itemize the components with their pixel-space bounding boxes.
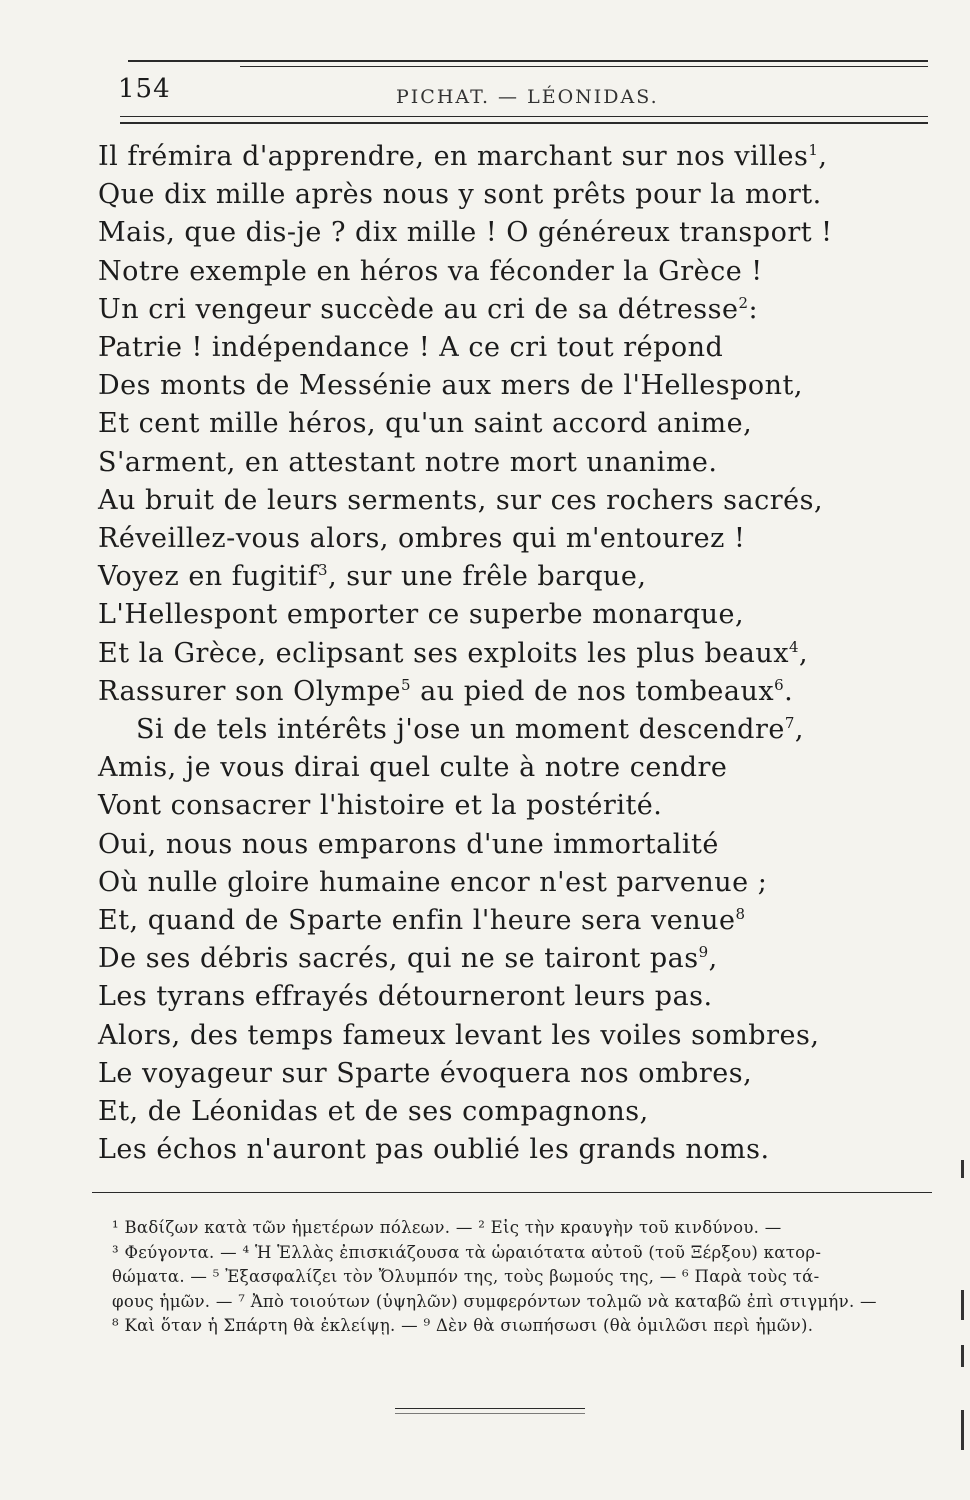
verse-line: [98, 253, 878, 291]
verse-line: [98, 138, 878, 176]
verse-text: Vont consacrer l'histoire et la postérité.: [98, 790, 663, 822]
verse-line: [98, 711, 878, 749]
verse-line: [98, 558, 878, 596]
verse-text: De ses débris sacrés, qui ne se tairont pas: [98, 943, 699, 975]
header-rule-top-thin: [240, 66, 928, 67]
verse-line: [98, 444, 878, 482]
verse-line: [98, 902, 878, 940]
verse-text: Et, de Léonidas et de ses compagnons,: [98, 1096, 649, 1128]
footnote-ref: 9: [698, 943, 709, 962]
verse-line: [98, 864, 878, 902]
verse-text: Où nulle gloire humaine encor n'est parvenue ;: [98, 866, 768, 898]
verse-text: Mais, que dis-je ? dix mille ! O généreux transport !: [98, 217, 833, 249]
verse-text: Que dix mille après nous y sont prêts pour la mort.: [98, 179, 822, 211]
footnote-ref: 2: [738, 293, 749, 312]
verse-text: Et, quand de Sparte enfin l'heure sera venue: [98, 905, 736, 937]
verse-line: [98, 214, 878, 252]
verse-line: [98, 367, 878, 405]
verse-text: Au bruit de leurs serments, sur ces rochers sacrés,: [98, 484, 824, 516]
verse-line: [98, 1093, 878, 1131]
verse-text: ,: [794, 714, 804, 746]
verse-line: [98, 405, 878, 443]
verse-text: Les échos n'auront pas oublié les grands noms.: [98, 1134, 770, 1166]
verse-text: Réveillez-vous alors, ombres qui m'entourez !: [98, 523, 746, 555]
verse-text: ,: [818, 141, 828, 172]
bottom-rule: [395, 1408, 585, 1409]
verse-text: :: [748, 293, 759, 325]
footnote-ref: 8: [735, 905, 746, 924]
verse-text: Notre exemple en héros va féconder la Grèce !: [98, 255, 763, 287]
verse-line: [98, 940, 878, 978]
header-rule-top: [128, 60, 928, 62]
footnote-line: ¹ Βαδίζων κατὰ τῶν ἡμετέρων πόλεων. — ² Εἰς τὴν κραυγὴν τοῦ κινδύνου. —: [112, 1218, 782, 1237]
verse-line: [98, 482, 878, 520]
verse-text: Voyez en fugitif: [98, 561, 319, 593]
running-title: PICHAT. — LÉONIDAS.: [396, 86, 659, 108]
verse-text: Rassurer son Olympe: [98, 675, 401, 707]
verse-text: L'Hellespont emporter ce superbe monarque,: [98, 599, 745, 631]
footnote-separator: [92, 1192, 932, 1193]
footnote-ref: 5: [401, 675, 412, 694]
footnote-ref: 4: [788, 637, 800, 656]
verse-text: Oui, nous nous emparons d'une immortalité: [98, 828, 719, 860]
verse-text: Des monts de Messénie aux mers de l'Hellespont,: [98, 370, 803, 402]
verse-line: [98, 596, 878, 634]
footnote-ref: 1: [808, 141, 819, 159]
poem-text: [98, 138, 878, 1169]
verse-line: [98, 787, 878, 825]
verse-line: [98, 635, 878, 673]
verse-text: Alors, des temps fameux levant les voiles sombres,: [98, 1019, 820, 1051]
verse-line: [98, 1017, 878, 1055]
margin-mark: [961, 1160, 964, 1178]
verse-text: Un cri vengeur succède au cri de sa détresse: [98, 293, 739, 325]
verse-text: S'arment, en attestant notre mort unanime.: [98, 446, 718, 478]
header-rule-bottom-thick: [120, 122, 928, 124]
footnote-ref: 3: [318, 561, 329, 580]
verse-text: Il frémira d'apprendre, en marchant sur nos villes: [98, 141, 809, 172]
verse-text: Les tyrans effrayés détourneront leurs pas.: [98, 981, 713, 1013]
margin-mark: [961, 1410, 964, 1450]
header-rule-bottom: [120, 116, 928, 117]
footnote-line: φους ἡμῶν. — ⁷ Ἀπὸ τοιούτων (ὑψηλῶν) συμφερόντων τολμῶ νὰ καταβῶ ἐπὶ στιγμήν. —: [112, 1291, 877, 1311]
bottom-rule-thin: [395, 1413, 585, 1414]
verse-text: Amis, je vous dirai quel culte à notre cendre: [98, 752, 728, 784]
verse-line: [98, 291, 878, 329]
footnotes: [112, 1216, 912, 1339]
verse-line: [98, 520, 878, 558]
verse-line: [98, 978, 878, 1016]
verse-text: Si de tels intérêts j'ose un moment descendre: [136, 714, 785, 746]
verse-text: Et cent mille héros, qu'un saint accord anime,: [98, 408, 753, 440]
footnote-ref: 7: [784, 714, 795, 733]
footnote-line: ⁸ Καὶ ὅταν ἡ Σπάρτη θὰ ἐκλείψῃ. — ⁹ Δὲν θὰ σιωπήσωσι (θὰ ὁμιλῶσι περὶ ἡμῶν).: [112, 1316, 814, 1335]
verse-text: ,: [799, 637, 809, 669]
verse-line: [98, 329, 878, 367]
verse-text: ,: [708, 943, 718, 975]
verse-text: .: [784, 675, 794, 707]
margin-mark: [961, 1345, 964, 1367]
verse-line: [98, 1131, 878, 1169]
verse-line: [98, 749, 878, 787]
page-number: 154: [118, 74, 171, 104]
margin-mark: [961, 1290, 964, 1320]
footnote-line: ³ Φεύγοντα. — ⁴ Ἡ Ἑλλὰς ἐπισκιάζουσα τὰ ὡραιότατα αὐτοῦ (τοῦ Ξέρξου) κατορ-: [112, 1242, 822, 1262]
page-header: [118, 68, 928, 108]
verse-text: , sur une frêle barque,: [328, 561, 647, 593]
verse-text: Patrie ! indépendance ! A ce cri tout répond: [98, 332, 724, 364]
footnote-ref: 6: [774, 675, 785, 694]
verse-text: Le voyageur sur Sparte évoquera nos ombres,: [98, 1057, 753, 1089]
verse-text: au pied de nos tombeaux: [411, 675, 775, 707]
verse-line: [98, 826, 878, 864]
verse-text: Et la Grèce, eclipsant ses exploits les plus beaux: [98, 637, 789, 669]
verse-line: [98, 176, 878, 214]
verse-line: [98, 1055, 878, 1093]
verse-line: [98, 673, 878, 711]
footnote-line: θώματα. — ⁵ Ἐξασφαλίζει τὸν Ὄλυμπόν της, τοὺς βωμούς της, — ⁶ Παρὰ τοὺς τά-: [112, 1267, 820, 1286]
